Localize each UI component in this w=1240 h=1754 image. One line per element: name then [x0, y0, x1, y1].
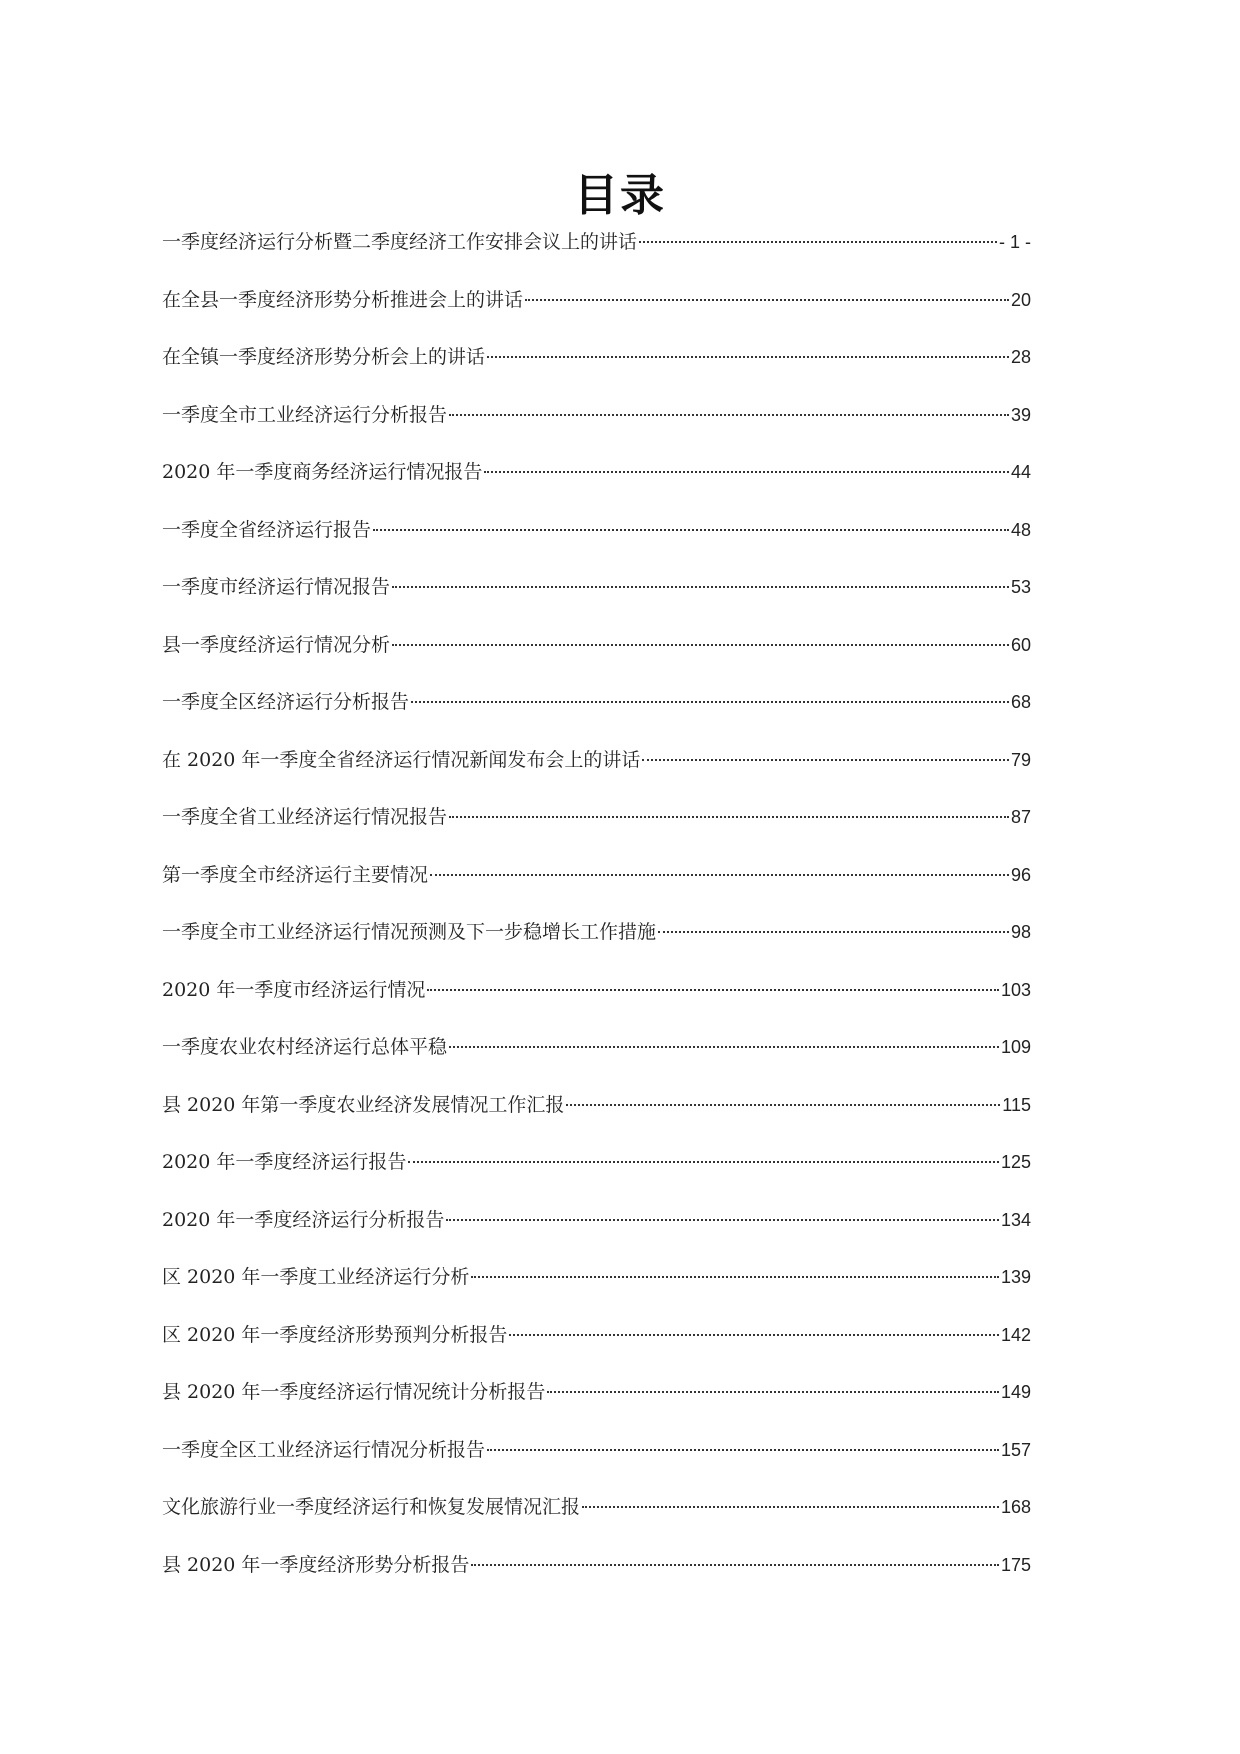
toc-page-number: 68: [1010, 692, 1031, 712]
toc-entry[interactable]: [162, 975, 1031, 1033]
toc-dot-leader: [449, 414, 1009, 416]
toc-dot-leader: [449, 816, 1009, 818]
toc-entry[interactable]: [162, 400, 1031, 458]
toc-entry-title: 2020 年一季度经济运行报告: [162, 1151, 407, 1173]
toc-dot-leader: [582, 1506, 999, 1508]
toc-page-number: 134: [1000, 1209, 1031, 1230]
toc-entry-title: 2020 年一季度经济运行分析报告: [162, 1208, 445, 1231]
toc-entry-title: 县 2020 年第一季度农业经济发展情况工作汇报: [162, 1093, 565, 1116]
toc-dot-leader: [446, 1219, 999, 1221]
toc-page-number: 60: [1010, 634, 1031, 655]
toc-page-number: - 1 -: [998, 232, 1031, 252]
toc-entry-title: 一季度全省工业经济运行情况报告: [162, 806, 448, 828]
toc-dot-leader: [449, 1046, 999, 1048]
toc-entry-title: 一季度农业农村经济运行总体平稳: [162, 1036, 448, 1058]
toc-page-number: 44: [1010, 462, 1031, 482]
toc-dot-leader: [509, 1334, 999, 1336]
toc-page-number: 125: [1000, 1152, 1031, 1172]
toc-entry-title: 在全镇一季度经济形势分析会上的讲话: [162, 346, 486, 368]
toc-entry[interactable]: [162, 1262, 1031, 1320]
toc-title: 目录: [574, 170, 666, 221]
toc-page-number: 98: [1010, 922, 1031, 942]
toc-entry[interactable]: [162, 227, 1031, 285]
toc-entry-title: 在 2020 年一季度全省经济运行情况新闻发布会上的讲话: [162, 748, 641, 771]
toc-entry-title: 文化旅游行业一季度经济运行和恢复发展情况汇报: [162, 1496, 581, 1518]
toc-dot-leader: [408, 1161, 999, 1163]
toc-page-number: 149: [1000, 1382, 1031, 1402]
toc-dot-leader: [392, 644, 1009, 646]
toc-entry[interactable]: [162, 342, 1031, 400]
toc-dot-leader: [487, 356, 1009, 358]
toc-page-number: 39: [1010, 404, 1031, 425]
toc-entry[interactable]: [162, 917, 1031, 975]
toc-entry[interactable]: [162, 285, 1031, 343]
toc-entry[interactable]: [162, 1435, 1031, 1493]
toc-entry[interactable]: [162, 802, 1031, 860]
toc-entry[interactable]: [162, 1492, 1031, 1550]
toc-entry[interactable]: [162, 1032, 1031, 1090]
toc-entry-title: 一季度全市工业经济运行分析报告: [162, 403, 448, 426]
toc-entry[interactable]: [162, 630, 1031, 688]
toc-list: [162, 227, 1031, 1607]
toc-dot-leader: [373, 529, 1009, 531]
toc-entry[interactable]: [162, 1550, 1031, 1608]
toc-dot-leader: [487, 1449, 999, 1451]
toc-dot-leader: [392, 586, 1009, 588]
toc-entry[interactable]: [162, 1377, 1031, 1435]
toc-entry[interactable]: [162, 572, 1031, 630]
toc-page-number: 79: [1010, 749, 1031, 770]
toc-entry-title: 一季度全省经济运行报告: [162, 518, 372, 541]
toc-entry[interactable]: [162, 1320, 1031, 1378]
toc-entry-title: 一季度市经济运行情况报告: [162, 576, 391, 598]
toc-entry-title: 一季度全区经济运行分析报告: [162, 691, 410, 713]
toc-dot-leader: [430, 874, 1009, 876]
toc-entry[interactable]: [162, 687, 1031, 745]
toc-page-number: 115: [1002, 1094, 1031, 1115]
toc-entry-title: 一季度经济运行分析暨二季度经济工作安排会议上的讲话: [162, 231, 638, 253]
toc-page-number: 103: [1000, 979, 1031, 1000]
toc-page-number: 53: [1010, 577, 1031, 597]
toc-page-number: 48: [1010, 519, 1031, 540]
toc-dot-leader: [427, 989, 999, 991]
toc-dot-leader: [525, 299, 1009, 301]
toc-entry[interactable]: [162, 860, 1031, 918]
toc-dot-leader: [471, 1564, 999, 1566]
toc-entry-title: 在全县一季度经济形势分析推进会上的讲话: [162, 288, 524, 311]
toc-entry[interactable]: [162, 745, 1031, 803]
toc-dot-leader: [484, 471, 1009, 473]
toc-page-number: 142: [1000, 1324, 1031, 1345]
toc-entry[interactable]: [162, 457, 1031, 515]
toc-entry-title: 县 2020 年一季度经济运行情况统计分析报告: [162, 1381, 546, 1403]
toc-entry-title: 区 2020 年一季度经济形势预判分析报告: [162, 1323, 508, 1346]
toc-entry-title: 2020 年一季度市经济运行情况: [162, 978, 426, 1001]
toc-entry-title: 区 2020 年一季度工业经济运行分析: [162, 1266, 470, 1288]
toc-page-number: 175: [1000, 1554, 1031, 1575]
toc-dot-leader: [411, 701, 1009, 703]
toc-entry[interactable]: [162, 1205, 1031, 1263]
toc-entry-title: 2020 年一季度商务经济运行情况报告: [162, 461, 483, 483]
toc-entry-title: 县一季度经济运行情况分析: [162, 633, 391, 656]
toc-dot-leader: [566, 1104, 1000, 1106]
toc-page-number: 168: [1000, 1497, 1031, 1517]
toc-page-number: 87: [1010, 807, 1031, 827]
toc-entry[interactable]: [162, 515, 1031, 573]
toc-dot-leader: [471, 1276, 999, 1278]
toc-page-number: 20: [1010, 289, 1031, 310]
toc-page-number: 28: [1010, 347, 1031, 367]
toc-dot-leader: [639, 241, 997, 243]
toc-page-number: 139: [1000, 1267, 1031, 1287]
toc-dot-leader: [642, 759, 1009, 761]
toc-entry[interactable]: [162, 1090, 1031, 1148]
toc-entry-title: 第一季度全市经济运行主要情况: [162, 863, 429, 886]
toc-page-number: 96: [1010, 864, 1031, 885]
toc-entry-title: 县 2020 年一季度经济形势分析报告: [162, 1553, 470, 1576]
toc-entry-title: 一季度全区工业经济运行情况分析报告: [162, 1438, 486, 1461]
toc-entry-title: 一季度全市工业经济运行情况预测及下一步稳增长工作措施: [162, 921, 657, 943]
toc-page-number: 157: [1000, 1439, 1031, 1460]
toc-entry[interactable]: [162, 1147, 1031, 1205]
toc-dot-leader: [658, 931, 1009, 933]
toc-page-number: 109: [1000, 1037, 1031, 1057]
toc-dot-leader: [547, 1391, 999, 1393]
